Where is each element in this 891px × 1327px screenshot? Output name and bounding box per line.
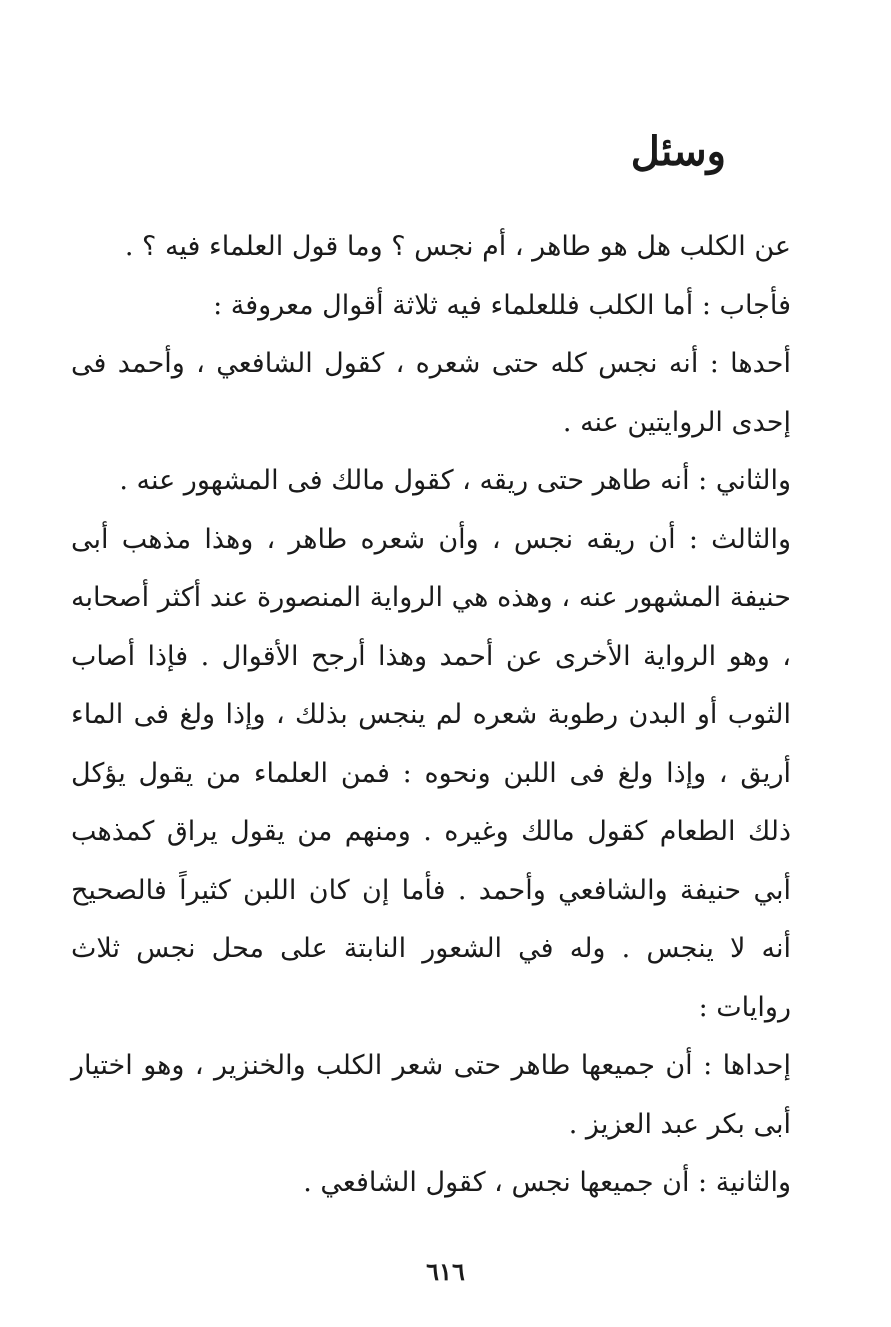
- paragraph-question: عن الكلب هل هو طاهر ، أم نجس ؟ وما قول العلماء فيه ؟ .: [124, 231, 791, 262]
- paragraph-answer-intro: فأجاب : أما الكلب فللعلماء فيه ثلاثة أقوال معروفة :: [213, 289, 791, 321]
- paragraph-first-opinion: أحدها : أنه نجس كله حتى شعره ، كقول الشافعي ، وأحمد فى إحدى الروايتين عنه .: [71, 348, 791, 438]
- paragraph-first-narration: إحداها : أن جميعها طاهر حتى شعر الكلب والخنزير ، وهو اختيار أبى بكر عبد العزيز .: [71, 1050, 791, 1140]
- paragraph-second-narration: والثانية : أن جميعها نجس ، كقول الشافعي .: [303, 1167, 791, 1198]
- paragraph-second-opinion: والثاني : أنه طاهر حتى ريقه ، كقول مالك فى المشهور عنه .: [119, 465, 791, 496]
- paragraph-third-opinion: والثالث : أن ريقه نجس ، وأن شعره طاهر ، وهذا مذهب أبى حنيفة المشهور عنه ، وهذه هي الرواية المنصورة عند أكثر أصحابه ، وهو الرواية الأخرى عن أحمد وهذا أرجح الأقوال . فإذا أصاب الثوب أو البدن رطوبة شعره لم ينجس بذلك ، وإذا ولغ فى الماء أريق ، وإذا ولغ فى اللبن ونحوه : فمن العلماء من يقول يؤكل ذلك الطعام كقول مالك وغيره . ومنهم من يقول يراق كمذهب أبي حنيفة والشافعي وأحمد . فأما إن كان اللبن كثيراً فالصحيح أنه لا ينجس . وله في الشعور النابتة على محل نجس ثلاث روايات :: [71, 523, 791, 1023]
- section-heading: وسئل: [630, 128, 726, 175]
- page-number: ٦١٦: [426, 1257, 465, 1286]
- body-text: [71, 218, 791, 1213]
